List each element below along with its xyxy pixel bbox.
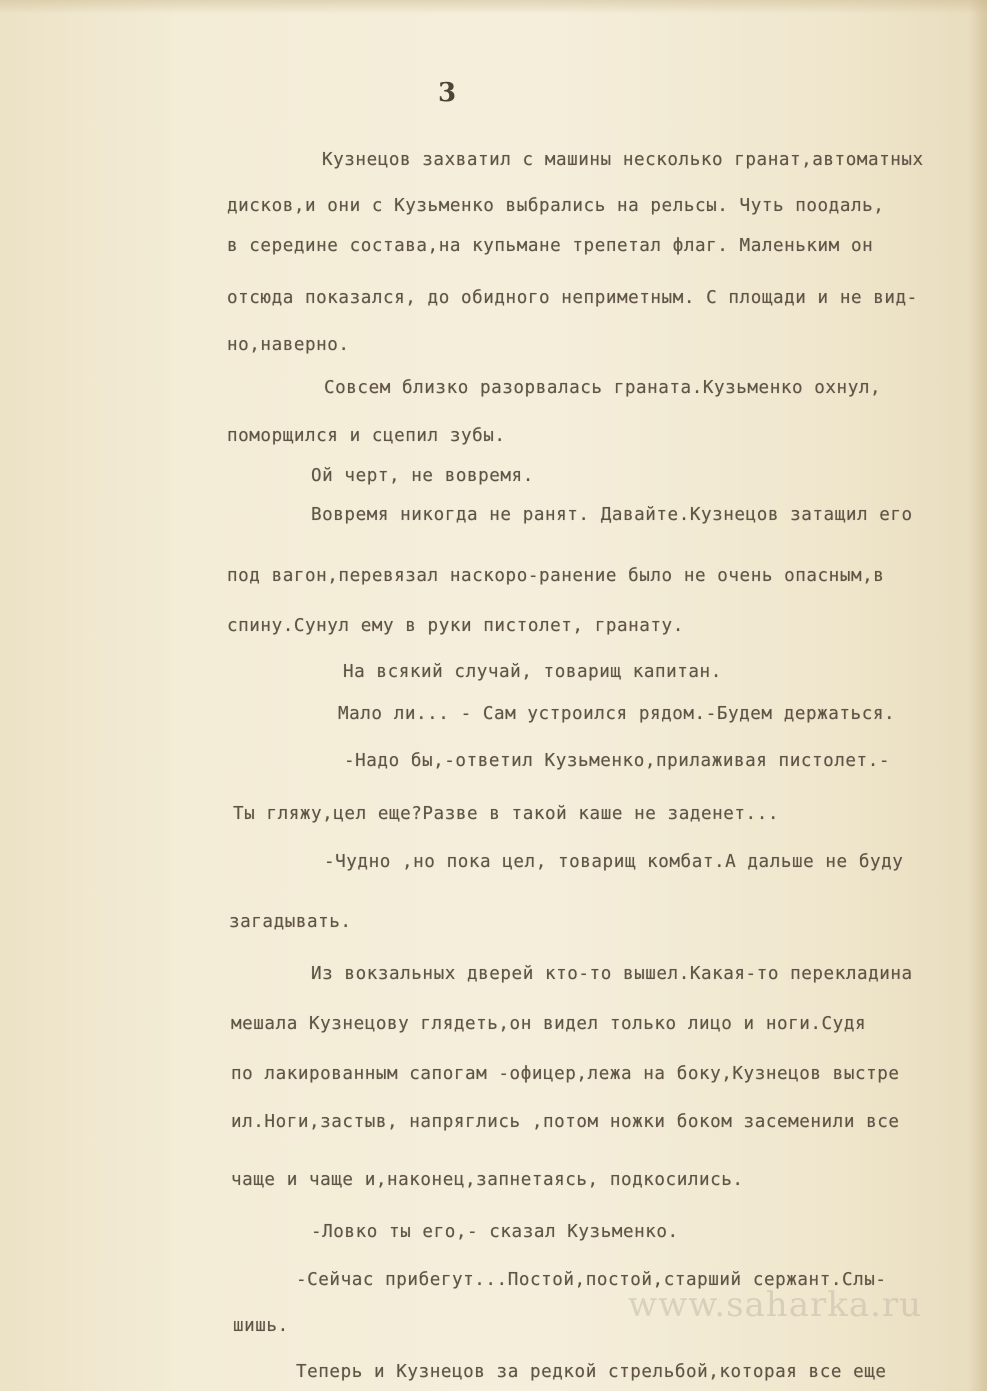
text-line-11: спину.Сунул ему в руки пистолет, гранату. [227, 616, 684, 636]
text-line-5: но,наверно. [227, 335, 350, 355]
text-line-26: Теперь и Кузнецов за редкой стрельбой,которая все еще [296, 1362, 887, 1382]
text-line-22: чаще и чаще и,наконец,запнетаясь, подкосились. [231, 1170, 744, 1190]
text-line-13: Мало ли... - Сам устроился рядом.-Будем держаться. [338, 704, 896, 724]
text-line-16: -Чудно ,но пока цел, товарищ комбат.А дальше не буду [324, 852, 904, 872]
text-line-14: -Надо бы,-ответил Кузьменко,прилаживая пистолет.- [344, 751, 890, 771]
text-line-6: Совсем близко разорвалась граната.Кузьменко охнул, [324, 378, 882, 398]
text-line-23: -Ловко ты его,- сказал Кузьменко. [311, 1222, 679, 1242]
watermark: www.saharka.ru [628, 1285, 923, 1325]
text-line-18: Из вокзальных дверей кто-то вышел.Какая-то перекладина [311, 964, 913, 984]
text-line-1: Кузнецов захватил с машины несколько гранат,автоматных [322, 150, 924, 170]
text-line-2: дисков,и они с Кузьменко выбрались на рельсы. Чуть поодаль, [227, 196, 885, 216]
paper-top-shadow [0, 0, 987, 14]
text-line-3: в середине состава,на купьмане трепетал флаг. Маленьким он [227, 236, 874, 256]
paper-edge-shadow [969, 0, 987, 1391]
text-line-15: Ты гляжу,цел еще?Разве в такой каше не заденет... [233, 804, 779, 824]
text-line-19: мешала Кузнецову глядеть,он видел только лицо и ноги.Судя [231, 1014, 867, 1034]
page-number: 3 [438, 78, 457, 108]
text-line-25: шишь. [233, 1316, 289, 1336]
text-line-10: под вагон,перевязал наскоро-ранение было не очень опасным,в [227, 566, 885, 586]
text-line-8: Ой черт, не вовремя. [311, 466, 534, 486]
text-line-9: Вовремя никогда не ранят. Давайте.Кузнецов затащил его [311, 505, 913, 525]
text-line-24: -Сейчас прибегут...Постой,постой,старший сержант.Слы- [296, 1270, 887, 1290]
text-line-7: поморщился и сцепил зубы. [227, 426, 506, 446]
text-line-12: На всякий случай, товарищ капитан. [343, 662, 722, 682]
text-line-17: загадывать. [229, 912, 352, 932]
text-line-20: по лакированным сапогам -офицер,лежа на боку,Кузнецов выстре [231, 1064, 900, 1084]
text-line-21: ил.Ноги,застыв, напряглись ,потом ножки боком засеменили все [231, 1112, 900, 1132]
text-line-4: отсюда показался, до обидного неприметным. С площади и не вид- [227, 288, 918, 308]
